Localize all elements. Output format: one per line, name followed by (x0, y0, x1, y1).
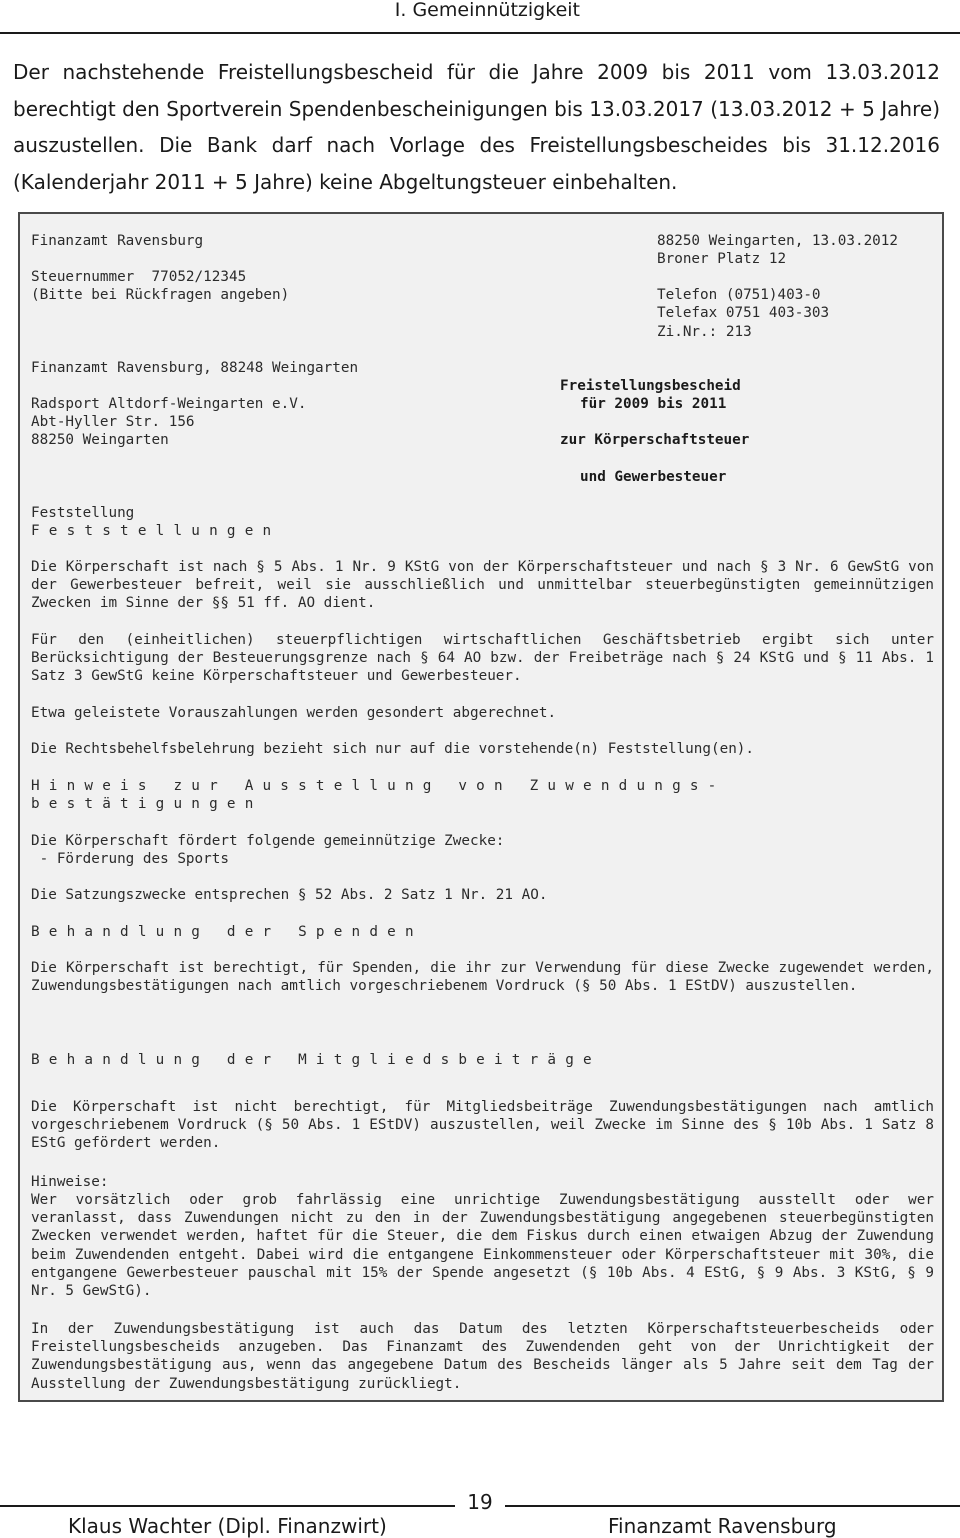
footer-rule-right (505, 1505, 960, 1507)
header-rule (0, 32, 960, 34)
hinweise-label: Hinweise: (31, 1174, 109, 1190)
paragraph-liability: Wer vorsätzlich oder grob fahrlässig eine unrichtige Zuwendungsbestätigung ausstellt oder wer veranlasst, dass Zuwendungen nicht zu den in der Zuwendungsbestätigung angegebenen steuerbegünstigten Zwecken verwendet werden, haftet für die Steuer, die dem Fiskus durch einen etwaigen Abzug der Zuwendung beim Zuwendenden entgeht. Dabei wird die entgangene Einkommensteuer oder Körperschaftsteuer mit 30%, die entgangene Gewerbesteuer pauschal mit 15% der Spende angesetzt (§ 10b Abs. 4 EStG, § 9 Abs. 3 KStG, § 9 Nr. 5 GewStG). (31, 1192, 934, 1300)
header-title: I. Gemeinnützigkeit (394, 0, 580, 21)
paragraph-legal-remedy: Die Rechtsbehelfsbelehrung bezieht sich nur auf die vorstehende(n) Feststellung(en). (31, 741, 755, 757)
paragraph-exemption: Die Körperschaft ist nach § 5 Abs. 1 Nr. 9 KStG von der Körperschaftsteuer und nach § 3 Nr. 6 GewStG von der Gewerbesteuer befreit, weil sie ausschließlich und unmittelbar steuerbegünstigten gemeinnützigen Zwecken im Sinne der §§ 51 ff. AO dient. (31, 559, 934, 612)
sender-street: Broner Platz 12 (657, 251, 787, 267)
paragraph-business: Für den (einheitlichen) steuerpflichtigen wirtschaftlichen Geschäftsbetrieb ergibt sich unter Berücksichtigung der Besteuerungsgrenze nach § 64 AO bzw. der Freibeträge nach § 24 KStG und § 11 Abs. 1 Satz 3 GewStG keine Körperschaftsteuer und Gewerbesteuer. (31, 632, 934, 685)
feststellungen-heading: Feststellungen (31, 523, 281, 539)
footer-office: Finanzamt Ravensburg (608, 1514, 837, 1538)
return-address: Finanzamt Ravensburg, 88248 Weingarten (31, 360, 359, 376)
footer-rule-left (0, 1505, 455, 1507)
paragraph-statutes: Die Satzungszwecke entsprechen § 52 Abs. 2 Satz 1 Nr. 21 AO. (31, 887, 548, 903)
recipient-city: 88250 Weingarten (31, 432, 169, 448)
tax-number: Steuernummer 77052/12345 (31, 269, 247, 285)
place-date: 88250 Weingarten, 13.03.2012 (657, 233, 899, 249)
tax-number-note: (Bitte bei Rückfragen angeben) (31, 287, 290, 303)
mitgliedsbeitraege-heading: Behandlung der Mitgliedsbeiträge (31, 1052, 601, 1068)
footer-author: Klaus Wachter (Dipl. Finanzwirt) (68, 1514, 387, 1538)
sender: Finanzamt Ravensburg (31, 233, 204, 249)
tax-exemption-notice (18, 212, 944, 1402)
subject-kst: zur Körperschaftsteuer (560, 432, 750, 448)
paragraph-prepayments: Etwa geleistete Vorauszahlungen werden gesondert abgerechnet. (31, 705, 557, 721)
fax: Telefax 0751 403-303 (657, 305, 830, 321)
page-number: 19 (467, 1490, 493, 1514)
phone: Telefon (0751)403-0 (657, 287, 821, 303)
hinweis-heading-line2: bestätigungen (31, 796, 263, 812)
paragraph-date-validity: In der Zuwendungsbestätigung ist auch das Datum des letzten Körperschaftsteuerbescheids oder Freistellungsbescheids anzugeben. Das Finanzamt des Zuwendenden geht von der Unrichtigkeit der Zuwendungsbestätigung aus, wenn das angegebene Datum des Bescheids länger als 5 Jahre seit dem Tag der Ausstellung der Zuwendungsbestätigung zurückliegt. (31, 1321, 934, 1392)
recipient-street: Abt-Hyller Str. 156 (31, 414, 195, 430)
subject-years: für 2009 bis 2011 (580, 396, 727, 412)
recipient-name: Radsport Altdorf-Weingarten e.V. (31, 396, 307, 412)
subject-gewst: und Gewerbesteuer (580, 469, 727, 485)
paragraph-donations: Die Körperschaft ist berechtigt, für Spenden, die ihr zur Verwendung für diese Zwecke zugewendet werden, Zuwendungsbestätigungen nach amtlich vorgeschriebenem Vordruck (§ 50 Abs. 1 EStDV) auszustellen. (31, 960, 934, 995)
purpose-item: - Förderung des Sports (31, 851, 229, 867)
paragraph-membership-fees: Die Körperschaft ist nicht berechtigt, für Mitgliedsbeiträge Zuwendungsbestätigungen nach amtlich vorgeschriebenem Vordruck (§ 50 Abs. 1 EStDV) auszustellen, weil Zwecke im Sinne des § 10b Abs. 1 Satz 8 EStG gefördert werden. (31, 1099, 934, 1152)
feststellung-label: Feststellung (31, 505, 135, 521)
intro-paragraph: Der nachstehende Freistellungsbescheid für die Jahre 2009 bis 2011 vom 13.03.2012 berechtigt den Sportverein Spendenbescheinigungen bis 13.03.2017 (13.03.2012 + 5 Jahre) auszustellen. Die Bank darf nach Vorlage des Freistellungsbescheides bis 31.12.2016 (Kalenderjahr 2011 + 5 Jahre) keine Abgeltungsteuer einbehalten. (13, 60, 940, 194)
paragraph-purposes: Die Körperschaft fördert folgende gemeinnützige Zwecke: (31, 833, 505, 849)
room-number: Zi.Nr.: 213 (657, 324, 752, 340)
hinweis-heading-line1: Hinweis zur Ausstellung von Zuwendungs- (31, 778, 726, 794)
subject-title: Freistellungsbescheid (560, 378, 741, 394)
spenden-heading: Behandlung der Spenden (31, 924, 423, 940)
